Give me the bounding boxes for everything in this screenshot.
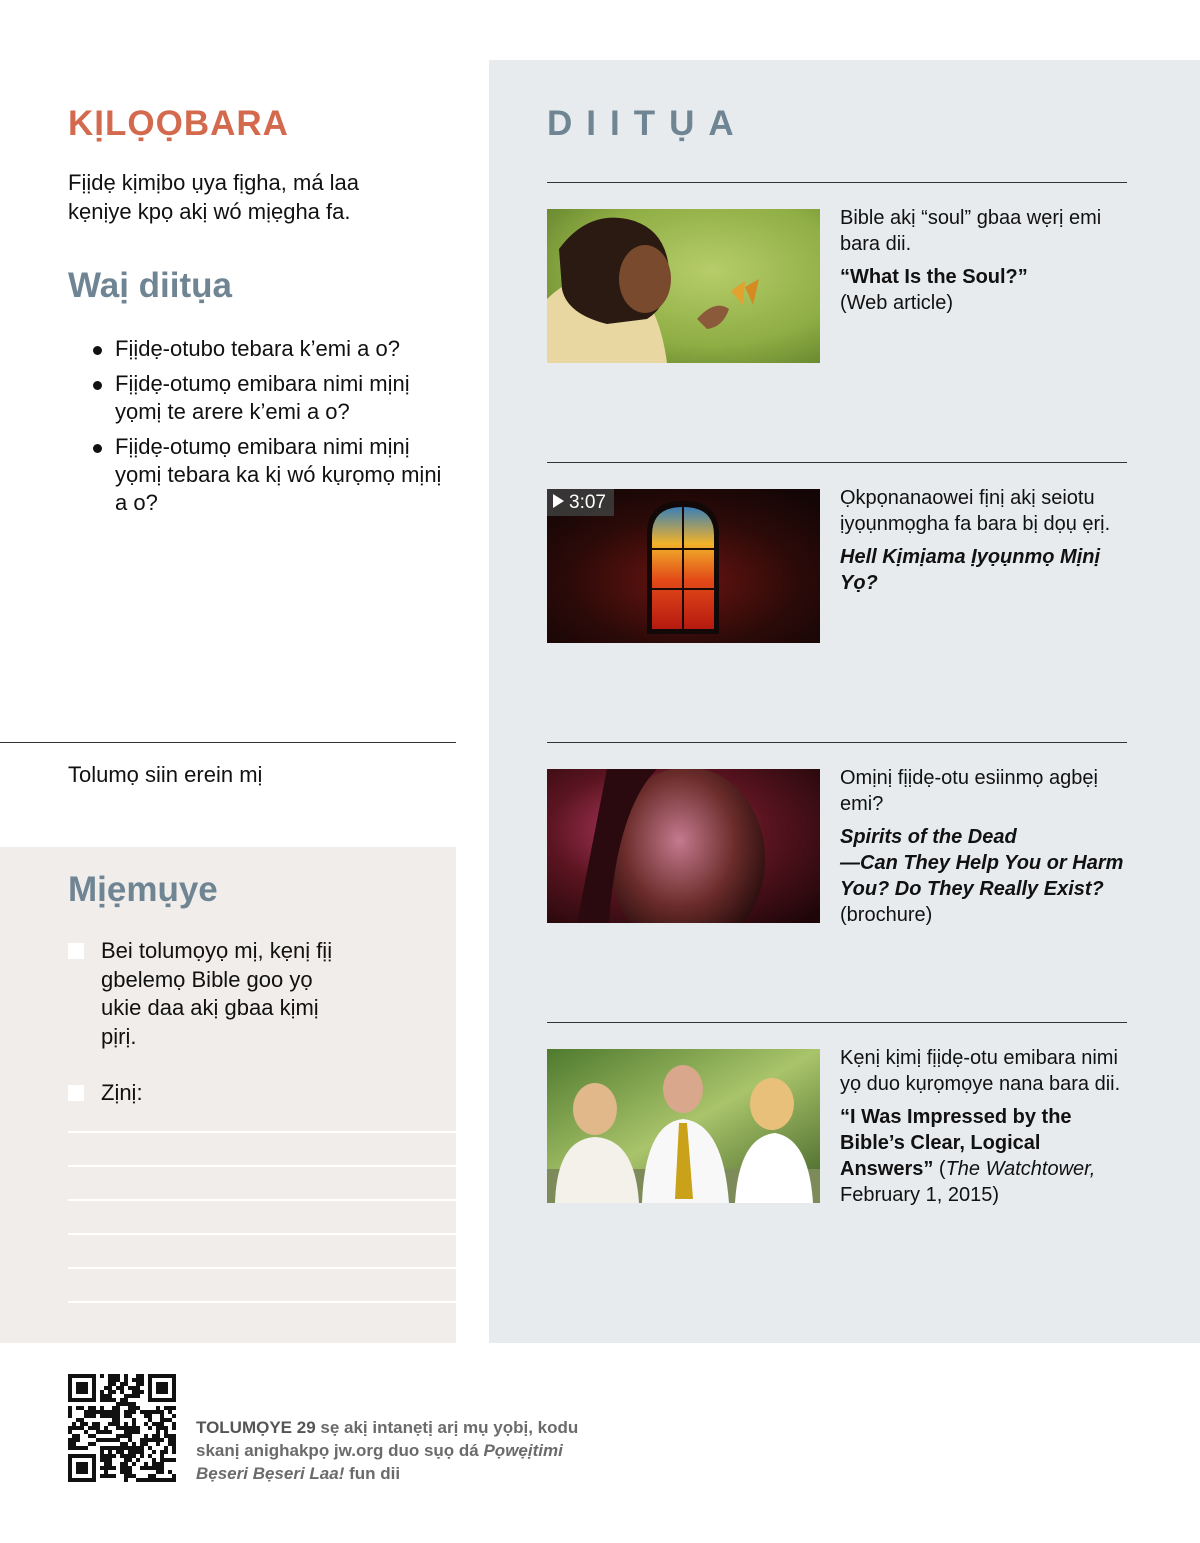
play-icon bbox=[553, 494, 564, 508]
resource-source: (Web article) bbox=[840, 292, 953, 314]
resource-description: Ọkpọnanaowei fịnị akị seiotu ịyọụnmọgha fa bara bị dọụ ẹrị. bbox=[840, 487, 1111, 535]
divider bbox=[547, 1022, 1127, 1023]
footer-main-text: sẹ akị intanẹtị arị mụ yọbị, kodu skanị anighakpọ jw.org duo sụọ dá bbox=[196, 1418, 579, 1460]
girl-butterfly-thumbnail[interactable] bbox=[547, 209, 820, 363]
footer-end-text: fun dii bbox=[344, 1464, 401, 1483]
resources-heading: DIITỤA bbox=[547, 104, 748, 143]
source-open: ( bbox=[933, 1158, 946, 1180]
source-date: February 1, 2015) bbox=[840, 1184, 999, 1206]
resource-link-title: “I Was Impressed by the Bible’s Clear, Logical Answers” bbox=[840, 1106, 1072, 1180]
qr-code[interactable] bbox=[68, 1374, 176, 1482]
resource-text bbox=[840, 765, 1130, 928]
resource-text bbox=[840, 485, 1130, 596]
source-magazine: The Watchtower, bbox=[945, 1158, 1096, 1180]
book-title: Pọwẹịtimi Bẹseri Bẹseri Laa! bbox=[196, 1441, 563, 1483]
resource-link-title[interactable]: Hell Kịmịama Ịyọụnmọ Mịnị Yọ? bbox=[840, 546, 1101, 594]
goal-label: Zịnị: bbox=[101, 1080, 143, 1105]
face-red-light-thumbnail[interactable] bbox=[547, 769, 820, 923]
question-item: Fịịdẹ-otubo tebara k’emi a o? bbox=[90, 335, 450, 363]
resource-link-title-line1: Spirits of the Dead bbox=[840, 826, 1017, 848]
resource-source: (brochure) bbox=[840, 904, 933, 926]
resource-description: Omịnị fịịdẹ-otu esiinmọ agbẹị emi? bbox=[840, 767, 1098, 815]
divider bbox=[547, 742, 1127, 743]
reading-label: Tolumọ siin erein mị bbox=[68, 762, 263, 787]
write-line[interactable] bbox=[68, 1131, 456, 1133]
resource-description: Bible akị “soul” gbaa wẹrị emi bara dii. bbox=[840, 207, 1102, 255]
section-title: KỊLỌỌBARA bbox=[68, 104, 289, 143]
write-line[interactable] bbox=[68, 1199, 456, 1201]
video-thumbnail[interactable] bbox=[547, 489, 820, 643]
write-line[interactable] bbox=[68, 1267, 456, 1269]
footer-text bbox=[196, 1416, 616, 1485]
lesson-label: TOLUMỌYE 29 bbox=[196, 1418, 316, 1437]
question-item: Fịịdẹ-otumọ emibara nimi mịnị yọmị te arere k’emi a o? bbox=[90, 370, 450, 426]
questions-list bbox=[90, 335, 450, 524]
video-duration-badge bbox=[547, 489, 614, 516]
video-duration: 3:07 bbox=[569, 492, 606, 513]
review-heading: Mịẹmụye bbox=[68, 870, 218, 909]
resource-link-title[interactable] bbox=[840, 824, 1130, 902]
questions-heading: Waị diitụa bbox=[68, 266, 232, 305]
question-item: Fịịdẹ-otumọ emibara nimi mịnị yọmị tebara ka kị wó kụrọmọ mịnị a o? bbox=[90, 433, 450, 517]
intro-text: Fịịdẹ kịmịbo ụya fịgha, má laa kẹnịye kpọ akị wó mịẹgha fa. bbox=[68, 170, 360, 224]
write-line[interactable] bbox=[68, 1165, 456, 1167]
goal-checkbox[interactable] bbox=[68, 1085, 84, 1101]
divider bbox=[547, 462, 1127, 463]
resource-text bbox=[840, 1045, 1130, 1208]
resource-link[interactable] bbox=[840, 1104, 1130, 1208]
divider bbox=[0, 742, 456, 743]
review-item-text: Bei tolumọyọ mị, kẹnị fịị gbelemọ Bible goo yọ ukie daa akị gbaa kịmị pịrị. bbox=[101, 938, 333, 1049]
resource-link-title-line2: —Can They Help You or Harm You? Do They Really Exist? bbox=[840, 852, 1124, 900]
review-checkbox[interactable] bbox=[68, 943, 84, 959]
resource-description: Kẹnị kịmị fịịdẹ-otu emibara nimi yọ duo kụrọmọye nana bara dii. bbox=[840, 1047, 1121, 1095]
write-line[interactable] bbox=[68, 1233, 456, 1235]
resource-link-title[interactable]: “What Is the Soul?” bbox=[840, 266, 1028, 288]
write-line[interactable] bbox=[68, 1301, 456, 1303]
resource-text bbox=[840, 205, 1130, 316]
divider bbox=[547, 182, 1127, 183]
people-park-thumbnail[interactable] bbox=[547, 1049, 820, 1203]
